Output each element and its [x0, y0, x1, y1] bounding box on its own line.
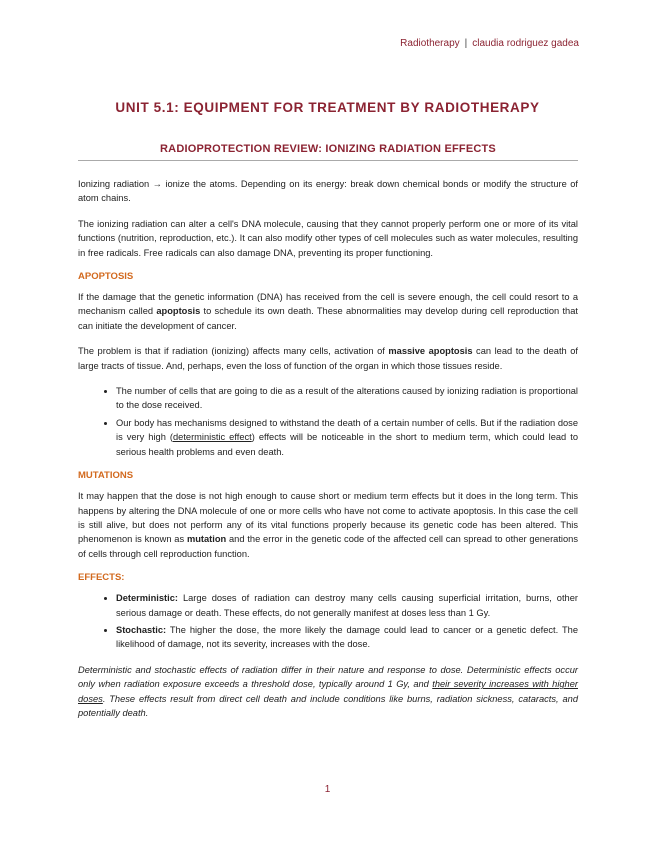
- text-span: . These effects result from direct cell death and include conditions like burns, radiation sickness, cataracts, and potentially death.: [78, 693, 578, 718]
- main-content: [78, 143, 578, 731]
- bold-term: apoptosis: [156, 306, 201, 317]
- list-item: [116, 623, 578, 652]
- bold-term: massive apoptosis: [388, 346, 473, 357]
- text-span: The higher the dose, the more likely the damage could lead to cancer or a genetic defect. The likelihood of damage, not its severity, increases with the dose.: [116, 624, 578, 650]
- text-span: Large doses of radiation can destroy many cells causing superficial irritation, burns, other serious damage or death. These effects, do not generally manifest at doses less than 1 Gy.: [116, 593, 578, 618]
- text-span: If the damage that the genetic information (DNA) has received from the cell is severe enough, the cell could resort to a mechanism called: [78, 292, 578, 317]
- unit-title: UNIT 5.1: EQUIPMENT FOR TREATMENT BY RADIOTHERAPY: [115, 100, 540, 115]
- text-span: to schedule its own death. These abnormalities may develop during cell reproduction that can initiate the development of cancer.: [78, 306, 578, 331]
- section-title: RADIOPROTECTION REVIEW: IONIZING RADIATION EFFECTS: [78, 143, 578, 161]
- effects-heading: EFFECTS:: [78, 572, 125, 584]
- text-span: ) effects will be noticeable in the short to medium term, which could lead to serious health problems and even death.: [116, 432, 578, 457]
- list-item: [116, 416, 578, 459]
- text-span: It may happen that the dose is not high enough to cause short or medium term effects but it does in the long term. This happens by altering the DNA molecule of one or more cells who have not come to activate apoptosis. In this case the cell is still alive, but does not perform any of its vital functions properly because its genetic code has been altered. This phenomenon is known as: [78, 491, 578, 545]
- header-right: claudia rodriguez gadea: [472, 38, 579, 49]
- running-header: [400, 38, 579, 49]
- bold-term: mutation: [186, 534, 227, 545]
- underlined-term: their severity increases with higher doses: [78, 679, 578, 704]
- mutations-heading: MUTATIONS: [78, 470, 134, 482]
- apoptosis-paragraph-2: [78, 344, 578, 373]
- text-span: and the error in the genetic code of the affected cell can spread to other generations of cells through cell reproduction function.: [78, 534, 578, 559]
- bold-term: Stochastic:: [116, 624, 167, 635]
- header-left: Radiotherapy: [400, 38, 460, 49]
- text-span: Our body has mechanisms designed to withstand the death of a certain number of cells. But if the radiation dose is very high (: [116, 417, 578, 443]
- effects-bullets: [78, 591, 578, 652]
- apoptosis-bullets: [78, 384, 578, 459]
- page-number: 1: [324, 784, 331, 795]
- intro-paragraph-1: Ionizing radiation → ionize the atoms. Depending on its energy: break down chemical bonds or modify the structure of atom chains.: [78, 179, 578, 204]
- underlined-term: deterministic effect: [172, 432, 252, 443]
- intro-paragraph-2: The ionizing radiation can alter a cell's DNA molecule, causing that they cannot properly perform one or more of its vital functions (nutrition, reproduction, etc.). It can also modify other types of cell molecules such as water molecules, resulting in free radicals. Free radicals can also damage DNA, preventing its proper functioning.: [78, 218, 578, 258]
- apoptosis-heading: APOPTOSIS: [78, 271, 134, 283]
- effects-note: [78, 663, 578, 721]
- list-item: • The number of cells that are going to die as a result of the alterations caused by ionizing radiation is proportional to the dose received.: [116, 384, 578, 413]
- bold-term: Deterministic:: [116, 593, 178, 604]
- list-item: [116, 591, 578, 620]
- text-span: can lead to the death of large tracts of tissue. And, perhaps, even the loss of function of the organ in which those tissues reside.: [78, 346, 578, 371]
- text-span: The problem is that if radiation (ionizing) affects many cells, activation of: [78, 346, 389, 357]
- text-span: Deterministic and stochastic effects of radiation differ in their nature and response to dose. Deterministic effects occur only when radiation exposure exceeds a threshold dose, typically around 1 Gy, and: [78, 664, 578, 690]
- apoptosis-paragraph-1: [78, 290, 578, 333]
- header-separator: |: [464, 38, 468, 49]
- mutations-paragraph: [78, 489, 578, 561]
